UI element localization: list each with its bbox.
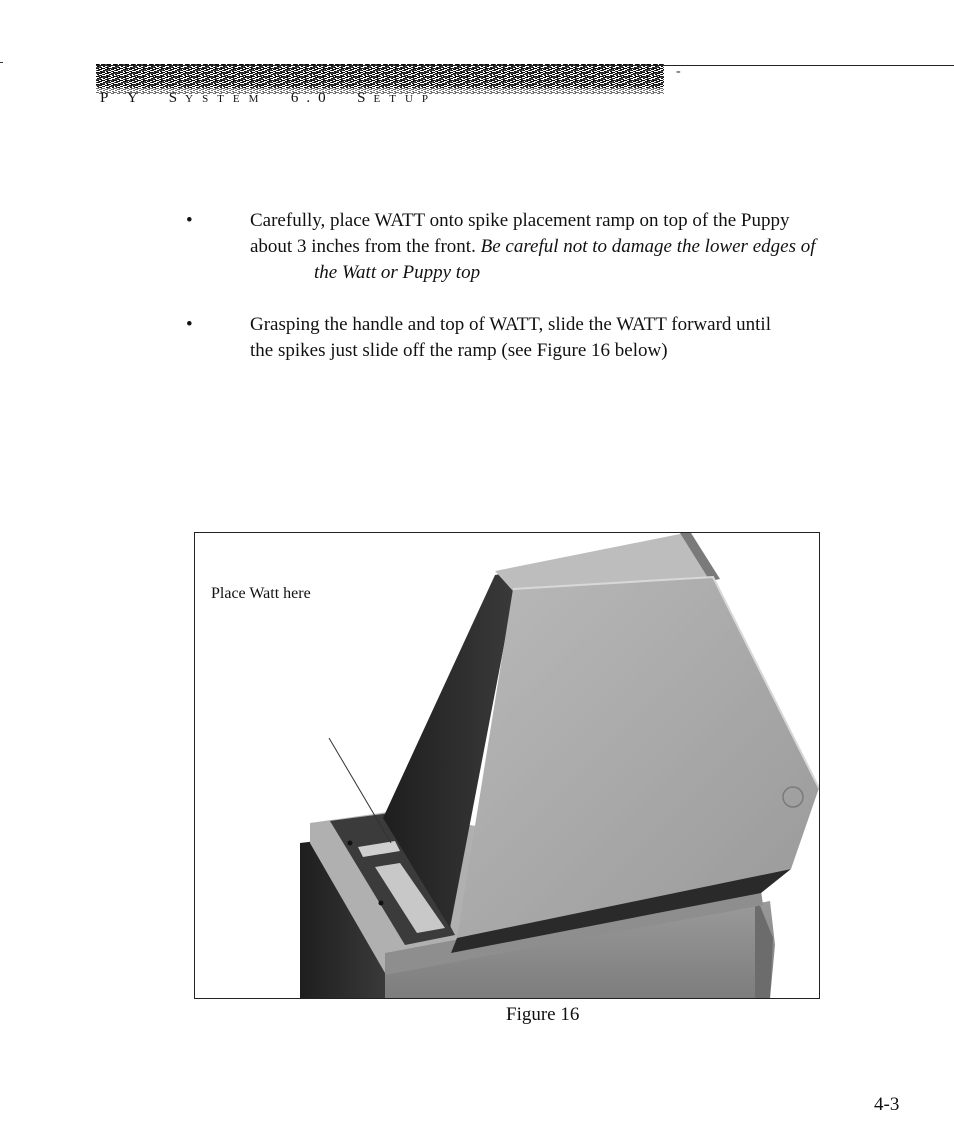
bullet-line: the spikes just slide off the ramp (see Figure 16 below) [250,340,668,361]
figure-16-image [194,532,820,999]
bullet-line: Carefully, place WATT onto spike placement ramp on top of the Puppy [250,210,790,231]
header-part-small: YSTEM [185,93,268,105]
header-part: S [168,90,186,106]
header-part: 6.0 [290,90,334,106]
page-number: 4-3 [874,1094,900,1115]
bullet-line [250,260,900,286]
bullet-line-italic: Be careful not to damage the lower edges of [480,236,816,257]
figure-caption: Figure 16 [506,1004,580,1025]
bullet-line-italic: the Watt or Puppy top [314,262,481,283]
header-dash: - [676,64,681,79]
header-rule [96,65,954,66]
bullet-symbol: • [186,210,193,231]
header-part-small: ETUP [373,93,437,105]
panel-button [379,901,384,906]
bullet-text [250,208,900,286]
bullet-symbol: • [186,314,193,335]
bullet-line [250,234,900,260]
header-part: P [100,90,116,106]
bullet-line: Grasping the handle and top of WATT, slide the WATT forward until [250,314,771,335]
bullet-text [250,312,900,364]
running-header [100,90,437,107]
panel-button [348,841,353,846]
corner-tick [0,62,3,63]
bullet-line-plain: about 3 inches from the front. [250,236,481,257]
header-part: Y [127,90,146,106]
header-part: S [357,90,374,106]
figure-annotation: Place Watt here [211,585,311,602]
